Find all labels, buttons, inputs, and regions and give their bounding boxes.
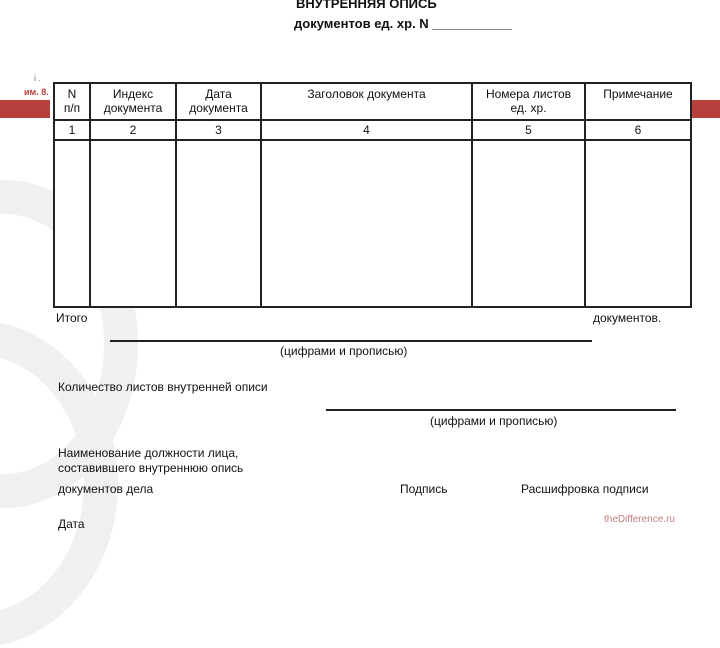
column-number: 3	[176, 120, 261, 140]
table-body-row	[54, 140, 691, 307]
accent-band-left	[0, 100, 50, 118]
header-title-label: Заголовок документа	[307, 87, 426, 101]
sheets-line	[326, 409, 676, 411]
column-number: 6	[585, 120, 691, 140]
table-number-row	[54, 120, 691, 140]
position-label-line1: Наименование должности лица,	[58, 446, 239, 460]
documents-label: документов.	[593, 311, 662, 325]
inventory-table	[53, 82, 692, 308]
page-title: ВНУТРЕННЯЯ ОПИСЬ	[296, 0, 437, 11]
header-cell-index	[90, 83, 176, 120]
header-date-label: Дата документа	[189, 87, 248, 115]
header-cell-sheets	[472, 83, 585, 120]
total-label: Итого	[56, 311, 88, 325]
table-header-row	[54, 83, 691, 120]
column-number: 1	[54, 120, 90, 140]
header-number-label: N п/п	[63, 87, 81, 115]
header-cell-number	[54, 83, 90, 120]
column-number: 2	[90, 120, 176, 140]
header-index-label: Индекс документа	[103, 87, 163, 115]
table-cell	[176, 140, 261, 307]
column-number: 5	[472, 120, 585, 140]
accent-band-right	[690, 100, 720, 118]
table-cell	[90, 140, 176, 307]
table-cell	[585, 140, 691, 307]
date-label: Дата	[58, 517, 85, 531]
sheets-hint: (цифрами и прописью)	[430, 414, 558, 428]
position-label-line3: документов дела	[58, 482, 154, 496]
header-cell-note	[585, 83, 691, 120]
total-hint: (цифрами и прописью)	[280, 344, 408, 358]
header-sheets-label: Номера листов ед. хр.	[485, 87, 572, 115]
side-mark: і .	[34, 73, 42, 83]
table-cell	[472, 140, 585, 307]
header-cell-date	[176, 83, 261, 120]
position-label-line2: составившего внутреннюю опись	[58, 461, 244, 475]
header-note-label: Примечание	[603, 87, 673, 101]
column-number: 4	[261, 120, 472, 140]
header-cell-title	[261, 83, 472, 120]
page-subtitle: документов ед. хр. N ___________	[294, 16, 512, 31]
brand-watermark: theDifference.ru	[604, 514, 675, 525]
sheets-label: Количество листов внутренней описи	[58, 380, 268, 394]
table-cell	[54, 140, 90, 307]
signature-decoding-label: Расшифровка подписи	[521, 482, 649, 496]
side-note: им. 8.	[24, 87, 49, 97]
signature-label: Подпись	[400, 482, 448, 496]
total-line	[110, 340, 592, 342]
table-cell	[261, 140, 472, 307]
